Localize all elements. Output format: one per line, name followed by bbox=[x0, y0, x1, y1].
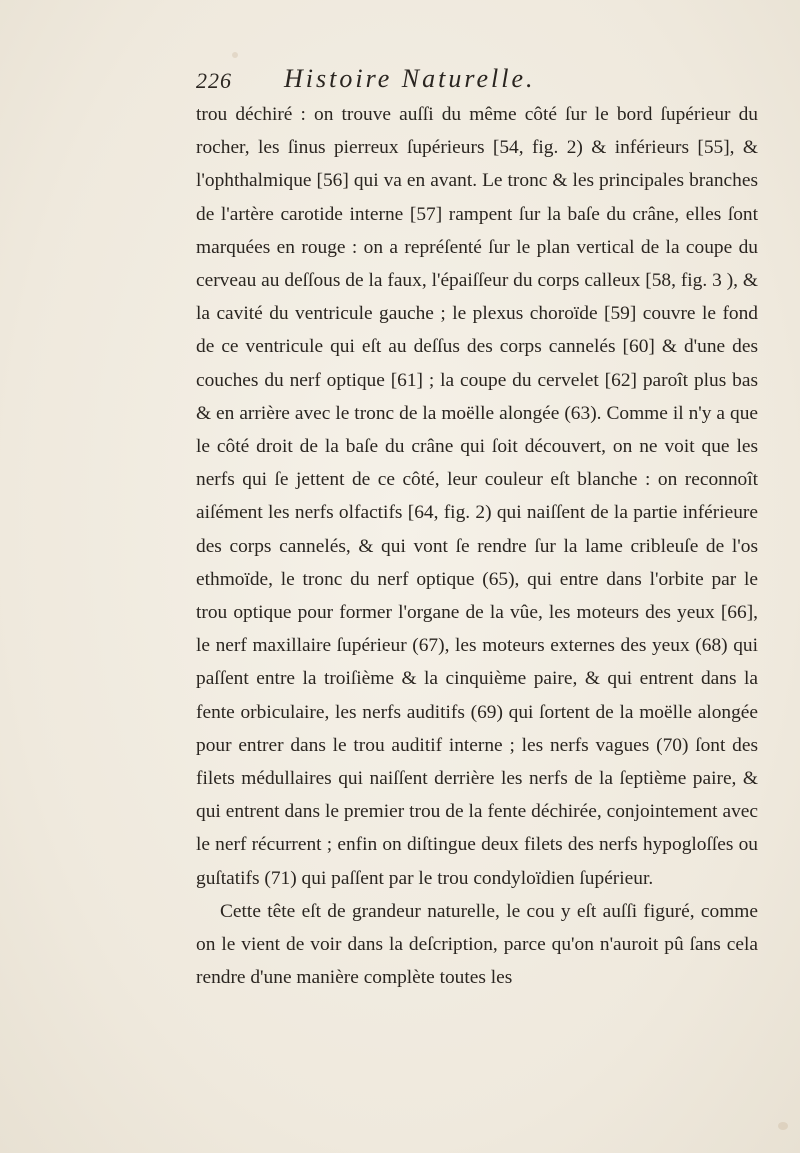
running-title: Histoire Naturelle. bbox=[284, 64, 536, 93]
paper-stain bbox=[232, 52, 238, 58]
paragraph: Cette tête eſt de grandeur naturelle, le cou y eſt auſſi figuré, comme on le vient de voir dans la deſcription, parce qu'on n'auroit pû ſans cela rendre d'une manière complète toutes les bbox=[196, 900, 758, 989]
paper-stain bbox=[778, 1122, 788, 1130]
page-header bbox=[196, 64, 756, 100]
body-text bbox=[196, 98, 758, 994]
paragraph: trou déchiré : on trouve auſſi du même côté ſur le bord ſupérieur du rocher, les ſinus pierreux ſupérieurs [54, fig. 2) & inférieurs [55], & l'ophthalmique [56] qui va en avant. Le tronc & les principales branches de l'artère carotide interne [57] rampent ſur la baſe du crâne, elles ſont marquées en rouge : on a repréſenté ſur le plan vertical de la coupe du cerveau au deſſous de la faux, l'épaiſſeur du corps calleux [58, fig. 3 ), & la cavité du ventricule gauche ; le plexus choroïde [59] couvre le fond de ce ventricule qui eſt au deſſus des corps cannelés [60] & d'une des couches du nerf optique [61] ; la coupe du cervelet [62] paroît plus bas & en arrière avec le tronc de la moëlle alongée (63). Comme il n'y a que le côté droit de la baſe du crâne qui ſoit découvert, on ne voit que les nerfs qui ſe jettent de ce côté, leur couleur eſt blanche : on reconnoît aiſément les nerfs olfactifs [64, fig. 2) qui naiſſent de la partie inférieure des corps cannelés, & qui vont ſe rendre ſur la lame cribleuſe de l'os ethmoïde, le tronc du nerf optique (65), qui entre dans l'orbite par le trou optique pour former l'organe de la vûe, les moteurs des yeux [66], le nerf maxillaire ſupérieur (67), les moteurs externes des yeux (68) qui paſſent entre la troiſième & la cinquième paire, & qui entrent dans la fente orbiculaire, les nerfs auditifs (69) qui ſortent de la moëlle alongée pour entrer dans le trou auditif interne ; les nerfs vagues (70) ſont des filets médullaires qui naiſſent derrière les nerfs de la ſeptième paire, & qui entrent dans le premier trou de la fente déchirée, conjointement avec le nerf récurrent ; enfin on diſtingue deux filets des nerfs hypogloſſes ou guſtatifs (71) qui paſſent par le trou condyloïdien ſupérieur. bbox=[196, 104, 758, 889]
page-number: 226 bbox=[196, 68, 232, 93]
